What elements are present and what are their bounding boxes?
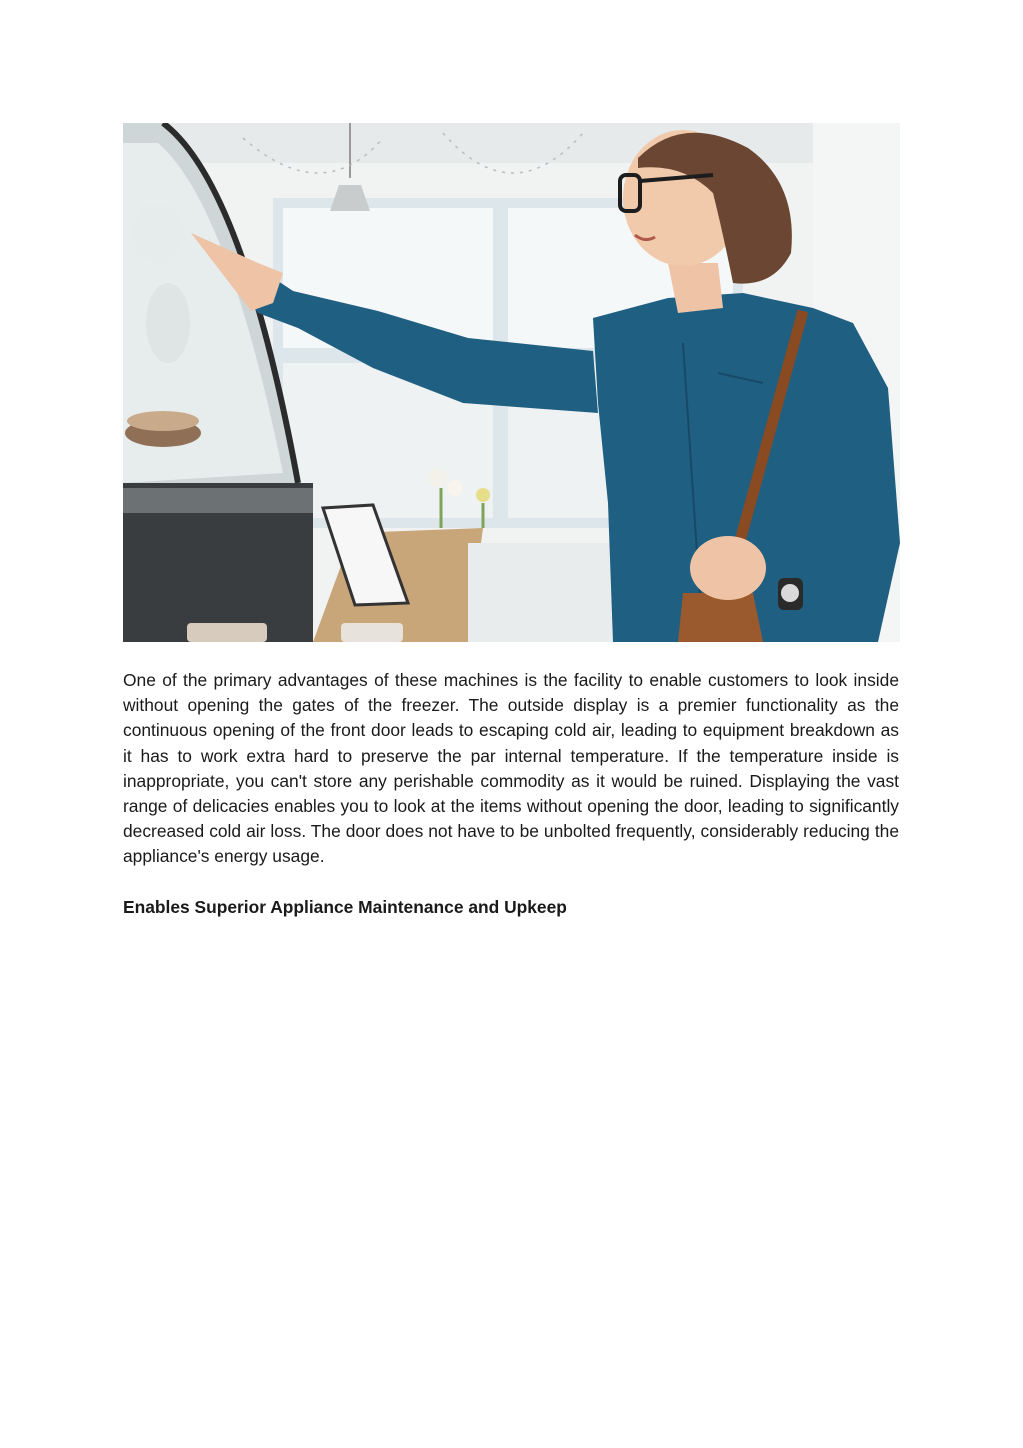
section-heading: Enables Superior Appliance Maintenance and Upkeep [123,897,567,917]
photo-woman-pointing-at-display-case [123,123,900,642]
article-photo [123,123,900,642]
body-paragraph: One of the primary advantages of these machines is the facility to enable customers to look inside without opening the gates of the freezer. The outside display is a premier functionality as the continuous opening of the front door leads to escaping cold air, leading to equipment breakdown as it has to work extra hard to preserve the par internal temperature. If the temperature inside is inappropriate, you can't store any perishable commodity as it would be ruined. Displaying the vast range of delicacies enables you to look at the items without opening the door, leading to significantly decreased cold air loss. The door does not have to be unbolted frequently, considerably reducing the appliance's energy usage. [123,670,899,867]
